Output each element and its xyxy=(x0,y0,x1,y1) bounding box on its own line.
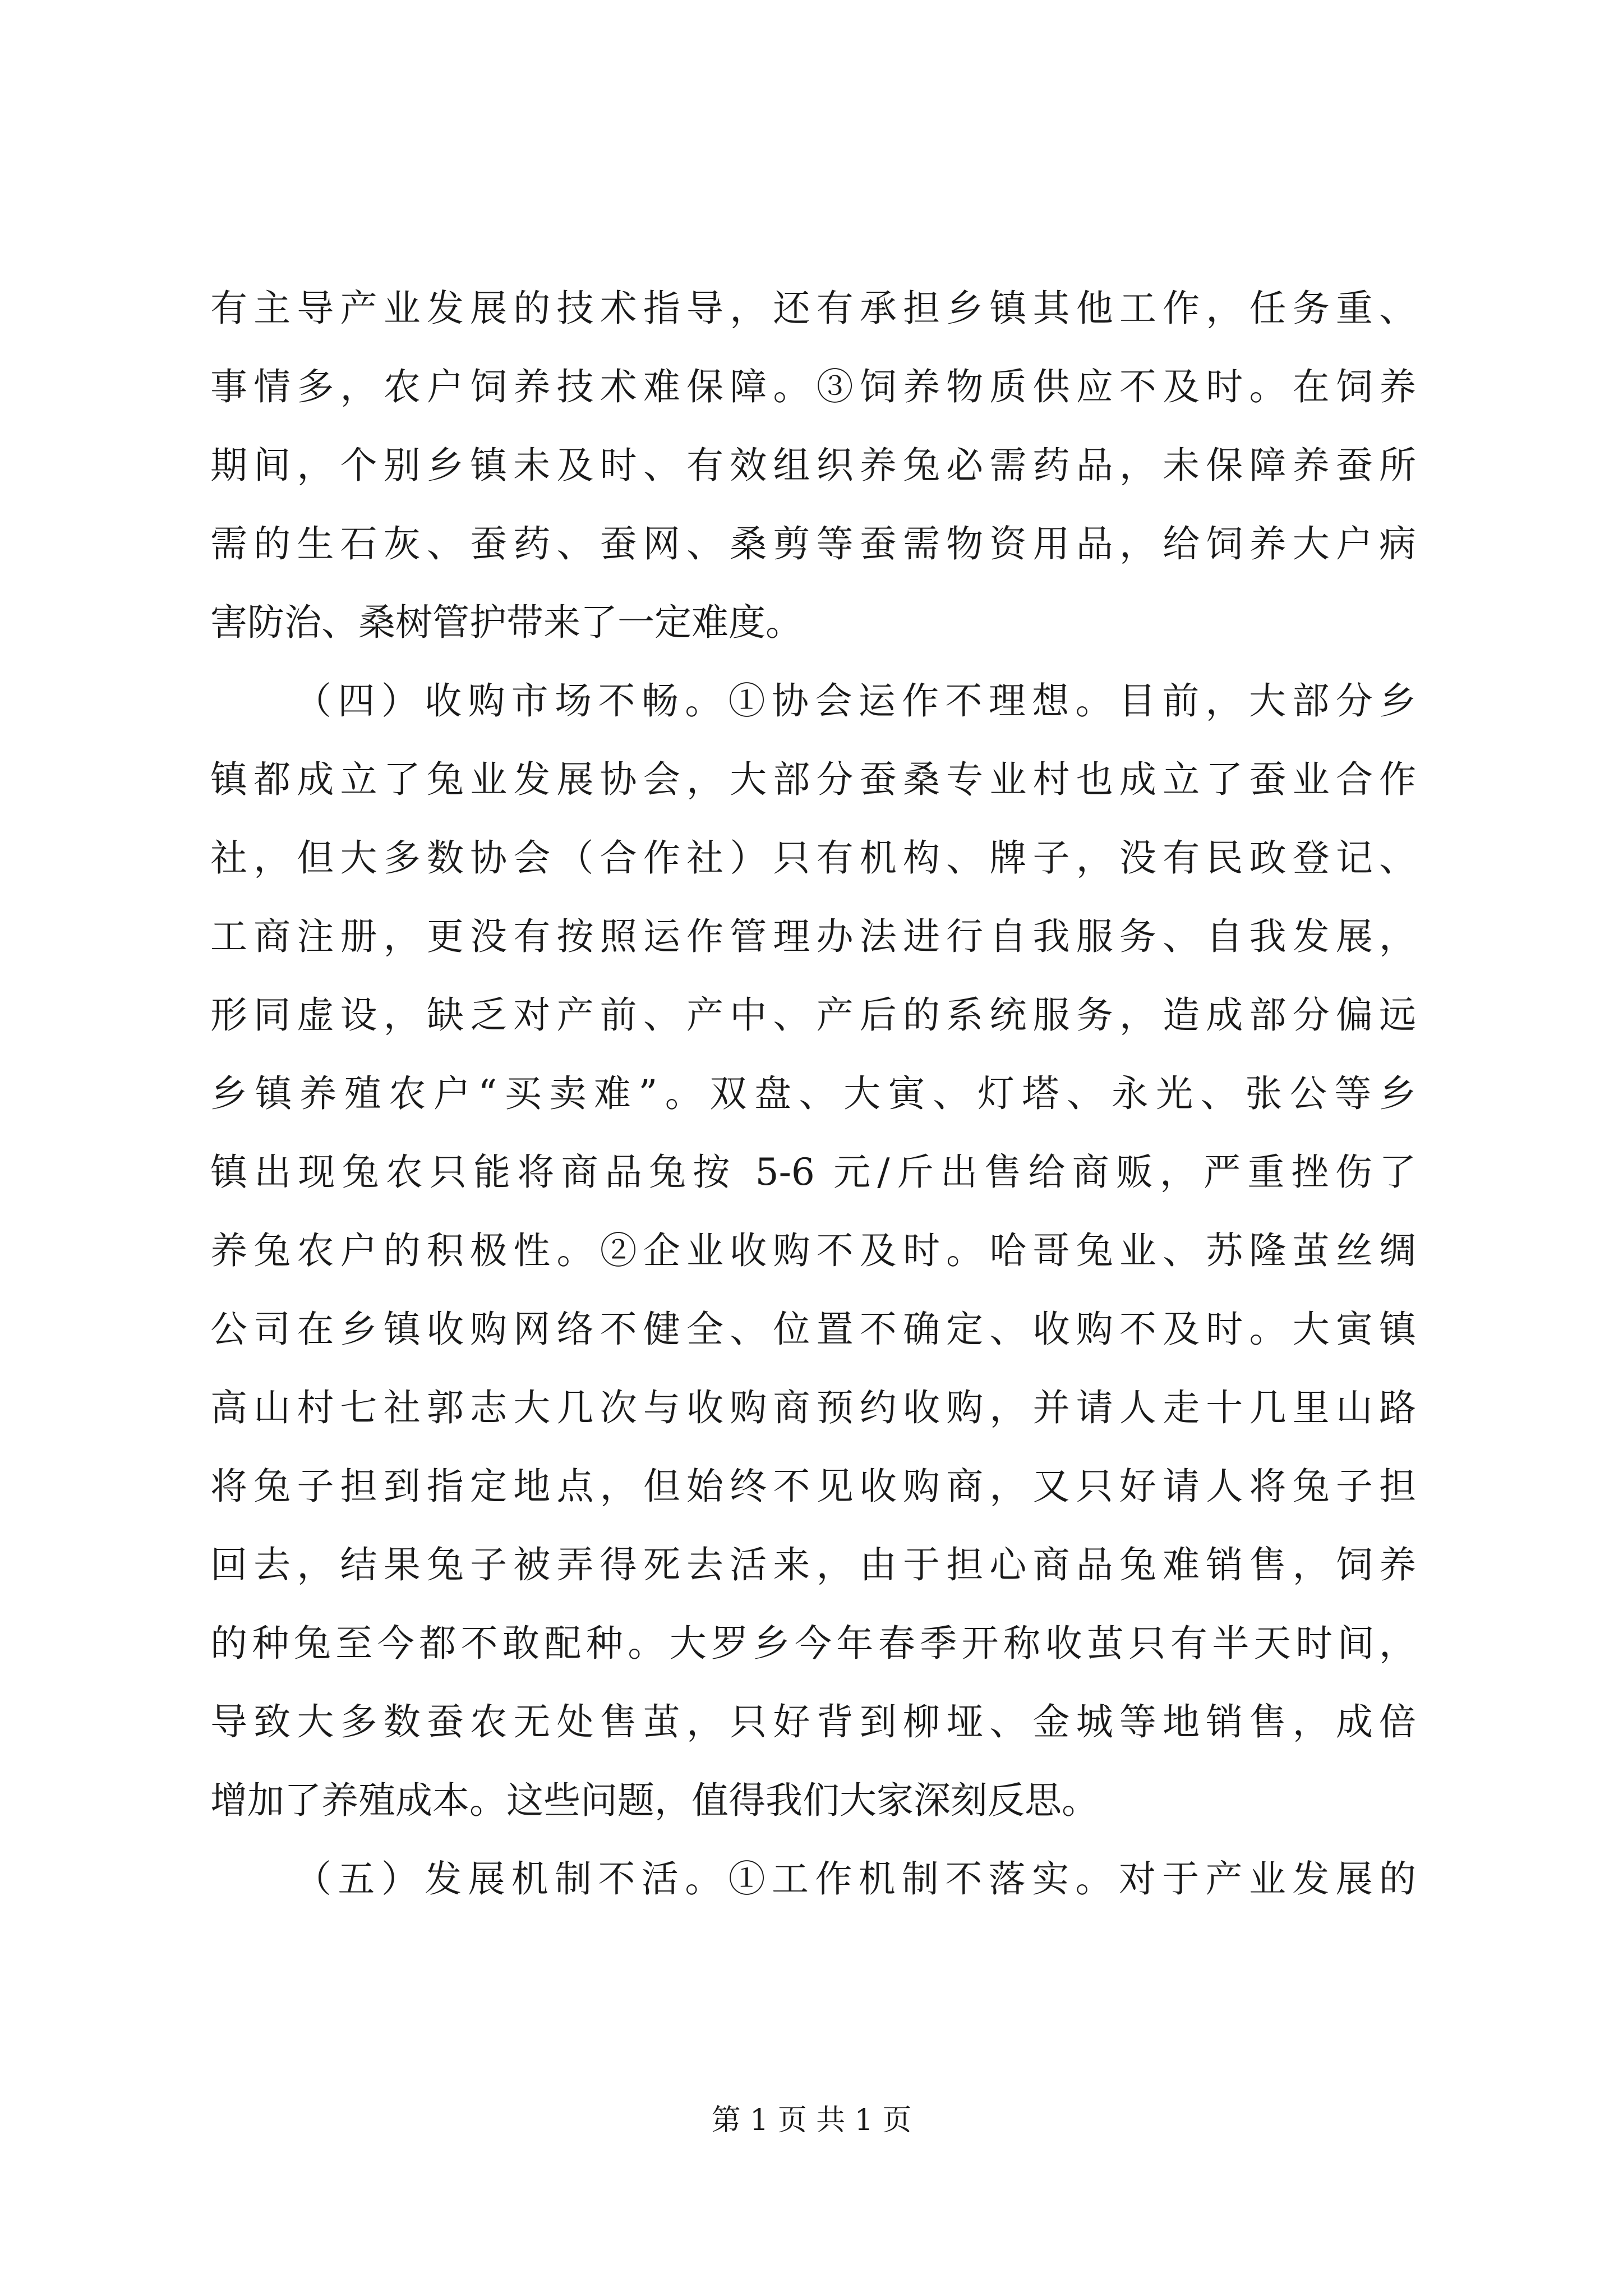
text-line: 有主导产业发展的技术指导，还有承担乡镇其他工作，任务重、 xyxy=(210,287,1416,330)
text-line: 镇出现兔农只能将商品兔按 5-6 元/斤出售给商贩，严重挫伤了 xyxy=(210,1151,1416,1194)
text-line: 增加了养殖成本。这些问题，值得我们大家深刻反思。 xyxy=(210,1779,1099,1822)
text-line: 需的生石灰、蚕药、蚕网、桑剪等蚕需物资用品，给饲养大户病 xyxy=(210,522,1416,565)
text-line: 高山村七社郭志大几次与收购商预约收购，并请人走十几里山路 xyxy=(210,1386,1416,1429)
text-line: 公司在乡镇收购网络不健全、位置不确定、收购不及时。大寅镇 xyxy=(210,1308,1416,1351)
text-line: （五）发展机制不活。①工作机制不落实。对于产业发展的 xyxy=(294,1857,1416,1901)
text-line: 导致大多数蚕农无处售茧，只好背到柳垭、金城等地销售，成倍 xyxy=(210,1700,1416,1743)
text-line: 工商注册，更没有按照运作管理办法进行自我服务、自我发展， xyxy=(210,915,1416,958)
text-line: 社，但大多数协会（合作社）只有机构、牌子，没有民政登记、 xyxy=(210,836,1416,880)
text-line: 期间，个别乡镇未及时、有效组织养兔必需药品，未保障养蚕所 xyxy=(210,444,1416,487)
text-line: 养兔农户的积极性。②企业收购不及时。哈哥兔业、苏隆茧丝绸 xyxy=(210,1229,1416,1272)
text-line: 乡镇养殖农户“买卖难”。双盘、大寅、灯塔、永光、张公等乡 xyxy=(210,1072,1416,1115)
text-line: 将兔子担到指定地点，但始终不见收购商，又只好请人将兔子担 xyxy=(210,1465,1416,1508)
page-footer: 第 1 页 共 1 页 xyxy=(711,2104,912,2137)
text-line: 镇都成立了兔业发展协会，大部分蚕桑专业村也成立了蚕业合作 xyxy=(210,758,1416,801)
text-line: 事情多，农户饲养技术难保障。③饲养物质供应不及时。在饲养 xyxy=(210,365,1416,408)
body-text xyxy=(210,269,1416,1918)
text-line: 的种兔至今都不敢配种。大罗乡今年春季开称收茧只有半天时间， xyxy=(210,1622,1416,1665)
text-line: 害防治、桑树管护带来了一定难度。 xyxy=(210,601,803,644)
text-line: 回去，结果兔子被弄得死去活来，由于担心商品兔难销售，饲养 xyxy=(210,1543,1416,1586)
text-line: （四）收购市场不畅。①协会运作不理想。目前，大部分乡 xyxy=(294,679,1416,723)
text-line: 形同虚设，缺乏对产前、产中、产后的系统服务，造成部分偏远 xyxy=(210,993,1416,1037)
